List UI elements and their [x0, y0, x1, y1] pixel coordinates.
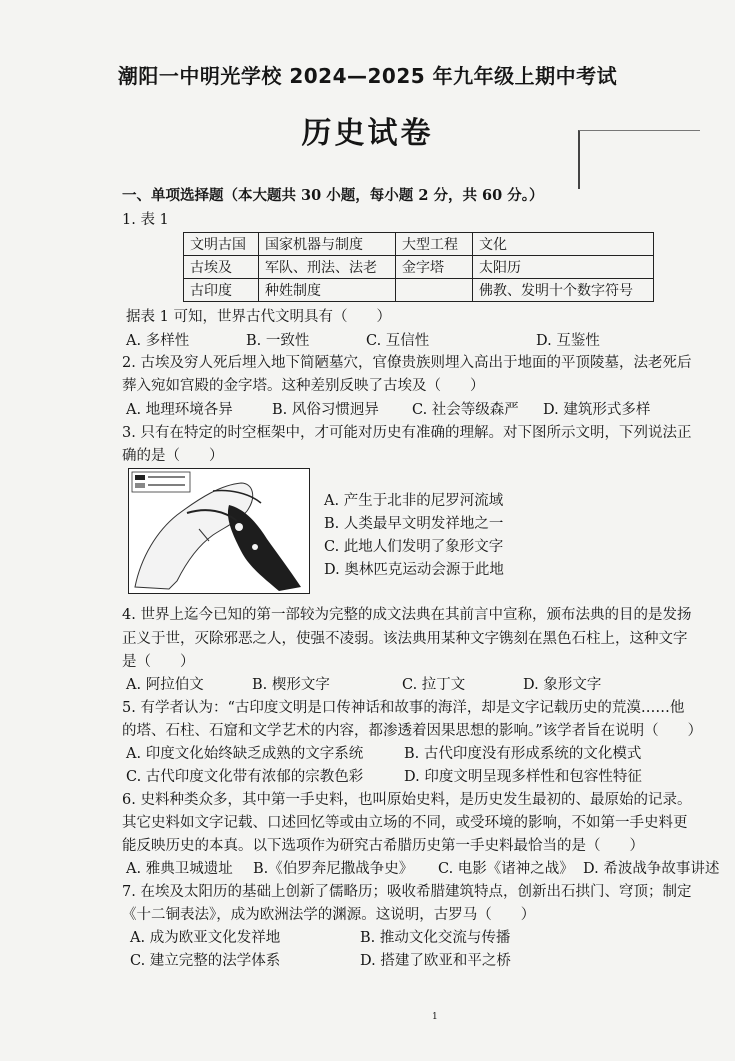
q4-option-d: D. 象形文字 — [523, 677, 602, 693]
q3-line-1: 3. 只有在特定的时空框架中，才可能对历史有准确的理解。对下图所示文明，下列说法正 — [122, 425, 692, 441]
q5-line-1: 5. 有学者认为：“古印度文明是口传神话和故事的海洋，却是文字记载历史的荒漠……他 — [122, 700, 685, 716]
q4-option-a: A. 阿拉伯文 — [126, 677, 204, 693]
q4-line-3: 是（ ） — [122, 654, 195, 670]
q7-line-1: 7. 在埃及太阳历的基础上创新了儒略历；吸收希腊建筑特点，创新出石拱门、穹顶；制定 — [122, 884, 692, 900]
q2-line-1: 2. 古埃及穷人死后埋入地下简陋墓穴，官僚贵族则埋入高出于地面的平顶陵墓，法老死后 — [122, 355, 692, 371]
q2-option-c: C. 社会等级森严 — [412, 402, 519, 418]
q5-option-d: D. 印度文明呈现多样性和包容性特征 — [404, 769, 642, 785]
q7-option-a: A. 成为欧亚文化发祥地 — [130, 930, 281, 946]
q1-table — [183, 232, 654, 302]
q6-option-b: B.《伯罗奔尼撒战争史》 — [253, 861, 414, 877]
table-cell: 国家机器与制度 — [259, 233, 396, 256]
table-cell: 军队、刑法、法老 — [259, 256, 396, 279]
q2-option-a: A. 地理环境各异 — [126, 402, 233, 418]
q3-map-figure — [128, 468, 310, 594]
q4-line-2: 正义于世，灭除邪恶之人，使强不凌弱。该法典用某种文字镌刻在黑色石柱上，这种文字 — [122, 631, 688, 647]
table-row — [184, 256, 654, 279]
section-heading: 一、单项选择题（本大题共 30 小题，每小题 2 分，共 60 分。） — [122, 187, 544, 204]
table-cell: 佛教、发明十个数字符号 — [473, 279, 654, 302]
table-cell: 文化 — [473, 233, 654, 256]
q2-option-d: D. 建筑形式多样 — [543, 402, 651, 418]
q1-question: 据表 1 可知，世界古代文明具有（ ） — [126, 309, 391, 325]
q7-option-d: D. 搭建了欧亚和平之桥 — [360, 953, 511, 969]
table-cell: 文明古国 — [184, 233, 259, 256]
q3-option-c: C. 此地人们发明了象形文字 — [324, 539, 504, 555]
q1-option-a: A. 多样性 — [126, 333, 190, 349]
q3-option-d: D. 奥林匹克运动会源于此地 — [324, 562, 504, 578]
table-cell: 太阳历 — [473, 256, 654, 279]
q1-stem: 1. 表 1 — [122, 212, 169, 228]
q6-line-2: 其它史料如文字记载、口述回忆等或由立场的不同，或受环境的影响，不如第一手史料更 — [122, 815, 688, 831]
table-cell: 大型工程 — [396, 233, 473, 256]
q3-option-b: B. 人类最早文明发祥地之一 — [324, 516, 504, 532]
table-row — [184, 279, 654, 302]
q7-option-c: C. 建立完整的法学体系 — [130, 953, 281, 969]
q2-line-2: 葬入宛如宫殿的金字塔。这种差别反映了古埃及（ ） — [122, 378, 485, 394]
q2-option-b: B. 风俗习惯迥异 — [272, 402, 379, 418]
q4-option-b: B. 楔形文字 — [252, 677, 330, 693]
exam-title: 潮阳一中明光学校 2024—2025 年九年级上期中考试 — [117, 64, 618, 88]
q5-line-2: 的塔、石柱、石窟和文学艺术的内容，都渗透着因果思想的影响。”该学者旨在说明（ ） — [122, 723, 703, 739]
q5-option-a: A. 印度文化始终缺乏成熟的文字系统 — [126, 746, 364, 762]
q5-option-c: C. 古代印度文化带有浓郁的宗教色彩 — [126, 769, 364, 785]
q6-line-1: 6. 史料种类众多，其中第一手史料，也叫原始史料，是历史发生最初的、最原始的记录。 — [122, 792, 692, 808]
q1-option-d: D. 互鉴性 — [536, 333, 600, 349]
table-cell: 古印度 — [184, 279, 259, 302]
q1-option-b: B. 一致性 — [246, 333, 310, 349]
q3-option-a: A. 产生于北非的尼罗河流域 — [324, 493, 504, 509]
q4-option-c: C. 拉丁文 — [402, 677, 466, 693]
q6-option-c: C. 电影《诸神之战》 — [438, 861, 574, 877]
table-cell: 古埃及 — [184, 256, 259, 279]
score-box-mark — [578, 130, 700, 189]
q6-line-3: 能反映历史的本真。以下选项作为研究古希腊历史第一手史料最恰当的是（ ） — [122, 838, 644, 854]
q7-option-b: B. 推动文化交流与传播 — [360, 930, 511, 946]
q6-option-d: D. 希波战争故事讲述 — [583, 861, 720, 877]
table-cell — [396, 279, 473, 302]
table-cell: 金字塔 — [396, 256, 473, 279]
q4-line-1: 4. 世界上迄今已知的第一部较为完整的成文法典在其前言中宣称，颁布法典的目的是发扬 — [122, 607, 692, 623]
table-row — [184, 233, 654, 256]
table-cell: 种姓制度 — [259, 279, 396, 302]
q7-line-2: 《十二铜表法》，成为欧洲法学的渊源。这说明，古罗马（ ） — [122, 907, 536, 923]
q1-option-c: C. 互信性 — [366, 333, 430, 349]
mesopotamia-map-icon — [129, 469, 309, 593]
q3-line-2: 确的是（ ） — [122, 448, 224, 464]
page-number: 1 — [432, 1012, 438, 1022]
q6-option-a: A. 雅典卫城遗址 — [126, 861, 233, 877]
exam-subject-title: 历史试卷 — [301, 116, 434, 151]
q5-option-b: B. 古代印度没有形成系统的文化模式 — [404, 746, 642, 762]
